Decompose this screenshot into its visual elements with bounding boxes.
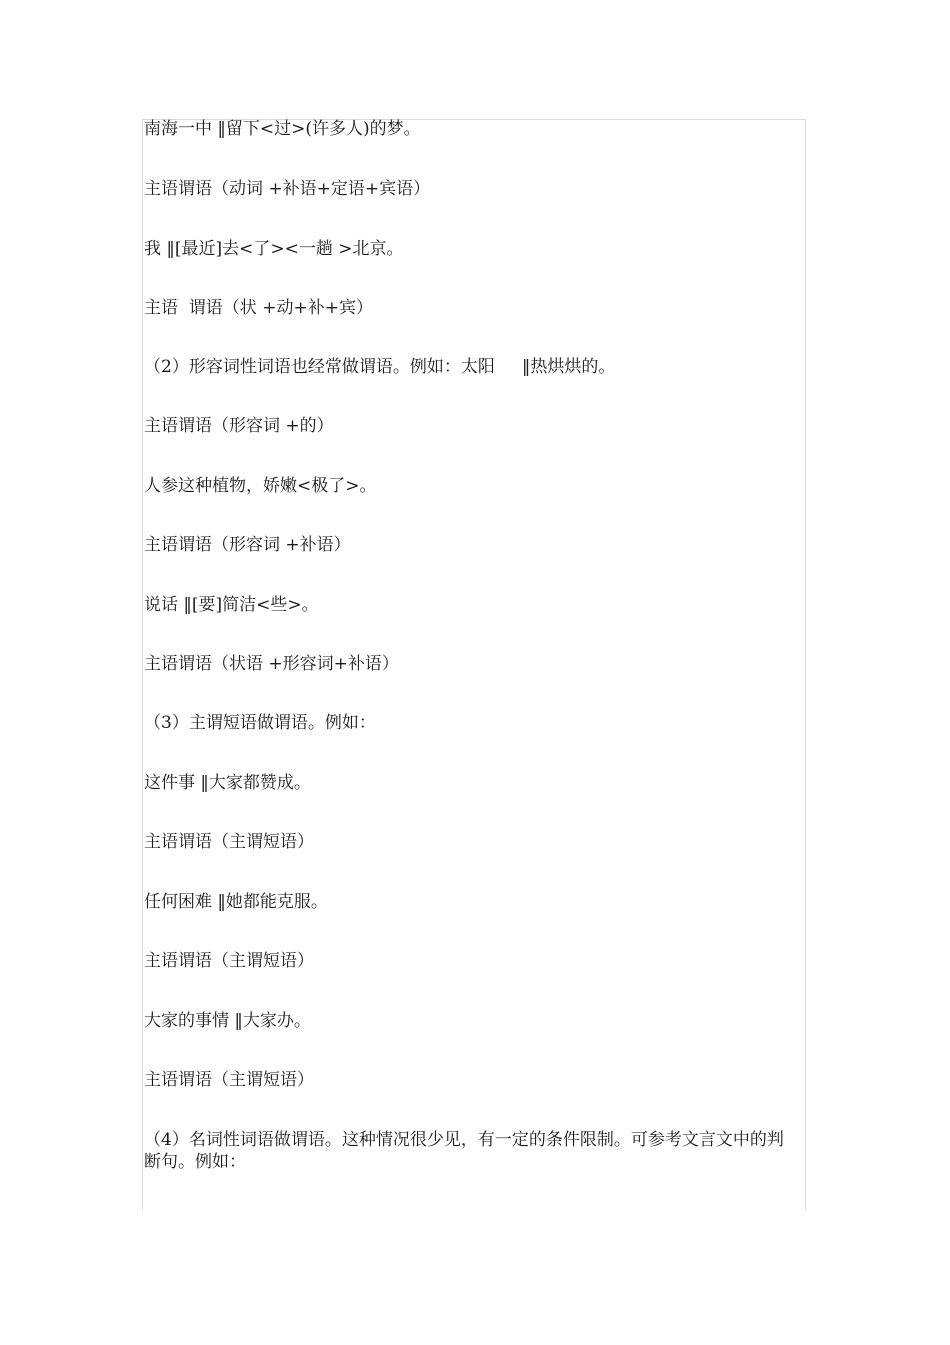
text-line: 这件事 ‖大家都赞成。 <box>144 773 311 793</box>
text-line: 主语谓语（动词 +补语+定语+宾语） <box>144 179 431 199</box>
text-line: 主语谓语（形容词 +的） <box>144 416 334 436</box>
text-paragraph: （4）名词性词语做谓语。这种情况很少见，有一定的条件限制。可参考文言文中的判断句。例如： <box>144 1130 784 1172</box>
text-line: 任何困难 ‖她都能克服。 <box>144 892 328 912</box>
text-line: 主语谓语（主谓短语） <box>144 1070 314 1090</box>
text-line: 主语谓语（状语 +形容词+补语） <box>144 654 399 674</box>
text-line: 大家的事情 ‖大家办。 <box>144 1011 311 1031</box>
text-line: 我 ‖[最近]去<了><一趟 >北京。 <box>144 239 404 259</box>
text-line: 主语谓语（主谓短语） <box>144 832 314 852</box>
text-line: （3）主谓短语做谓语。例如： <box>144 713 376 733</box>
text-line: 主语谓语（形容词 +补语） <box>144 535 351 555</box>
text-line: （2）形容词性词语也经常做谓语。例如：太阳 ‖热烘烘的。 <box>144 357 616 377</box>
text-line: 人参这种植物，娇嫩<极了>。 <box>144 476 377 496</box>
text-line: 主语 谓语（状 +动+补+宾） <box>144 298 373 318</box>
text-line: 南海一中 ‖留下<过>(许多人)的梦。 <box>144 119 421 139</box>
text-line: 主语谓语（主谓短语） <box>144 951 314 971</box>
text-line: 说话 ‖[要]简洁<些>。 <box>144 595 319 615</box>
